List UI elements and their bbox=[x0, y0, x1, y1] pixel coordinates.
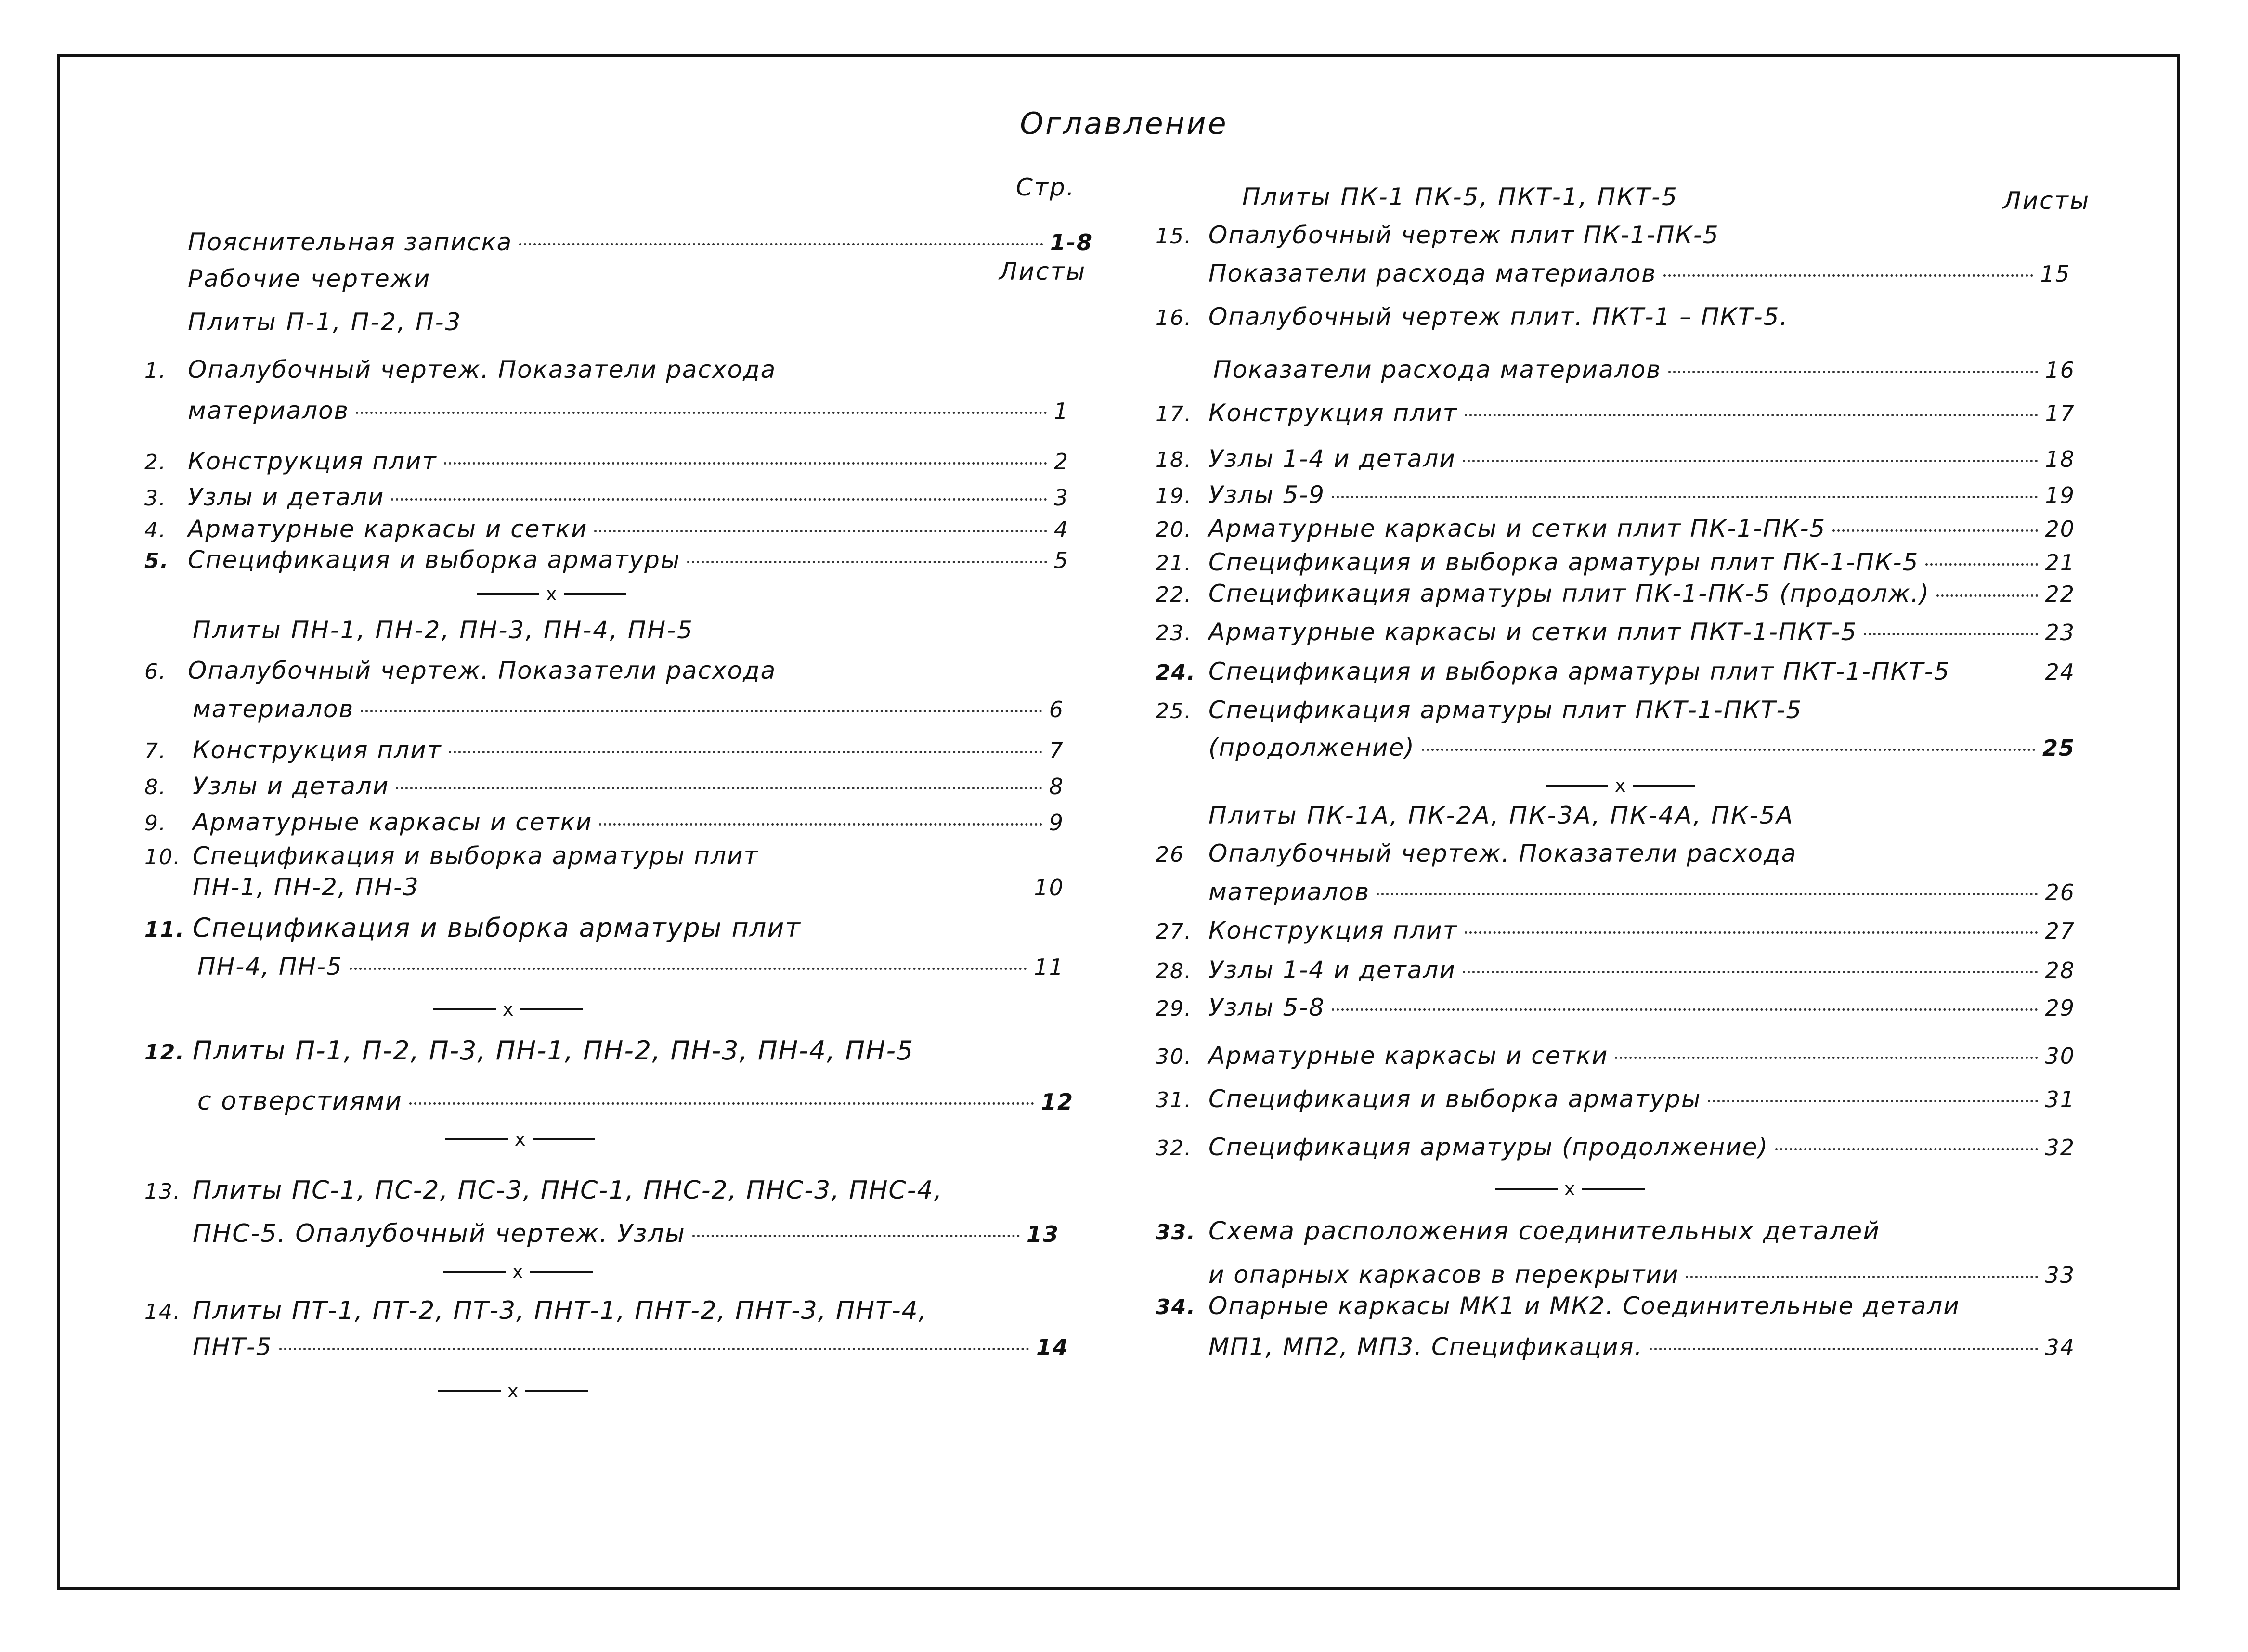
toc-entry[interactable] bbox=[1156, 443, 2075, 475]
toc-entry[interactable] bbox=[144, 1035, 1093, 1067]
leader-dots bbox=[1465, 414, 2039, 416]
leader-dots bbox=[1936, 594, 2038, 597]
toc-entry-text: Узлы 1-4 и детали bbox=[1208, 445, 1456, 473]
toc-entry-number: 34. bbox=[1156, 1295, 1196, 1319]
toc-entry[interactable] bbox=[144, 354, 1093, 386]
separator-line bbox=[477, 593, 539, 595]
toc-entry-page: 25 bbox=[2042, 735, 2075, 761]
separator-mark: x bbox=[546, 583, 557, 605]
toc-entry-text: МП1, МП2, МП3. Спецификация. bbox=[1208, 1333, 1643, 1361]
toc-entry-page: 3 bbox=[1053, 485, 1069, 511]
toc-entry-number: 18. bbox=[1156, 448, 1192, 472]
toc-entry-text: Узлы и детали bbox=[193, 772, 390, 800]
toc-entry[interactable] bbox=[1156, 694, 2075, 726]
toc-entry-page: 4 bbox=[1053, 516, 1069, 542]
separator-mark: x bbox=[1564, 1178, 1575, 1200]
toc-entry-number: 30. bbox=[1156, 1045, 1192, 1069]
toc-entry-page: 8 bbox=[1049, 774, 1064, 800]
toc-entry-page: 2 bbox=[1053, 449, 1069, 475]
separator-line bbox=[520, 1008, 583, 1010]
leader-space bbox=[1957, 672, 2038, 675]
toc-entry-page: 12 bbox=[1040, 1089, 1074, 1115]
toc-entry[interactable] bbox=[197, 951, 1064, 982]
toc-entry-page: 24 bbox=[2045, 659, 2075, 685]
toc-entry-text: Спецификация и выборка арматуры bbox=[1208, 1085, 1702, 1113]
toc-entry-text: Узлы и детали bbox=[188, 483, 385, 511]
toc-entry-text: Арматурные каркасы и сетки bbox=[188, 515, 588, 543]
leader-space bbox=[426, 888, 1027, 891]
toc-entry-page: 7 bbox=[1049, 737, 1064, 763]
toc-entry-number: 15. bbox=[1156, 224, 1192, 248]
toc-entry-page: 21 bbox=[2045, 550, 2075, 576]
toc-entry-page: 20 bbox=[2045, 516, 2075, 542]
toc-entry[interactable] bbox=[144, 445, 1069, 477]
leader-dots bbox=[1377, 893, 2038, 895]
toc-entry-text: Узлы 1-4 и детали bbox=[1208, 956, 1456, 984]
toc-entry[interactable] bbox=[1208, 258, 2070, 289]
toc-entry-number: 5. bbox=[144, 549, 169, 573]
toc-entry-number: 8. bbox=[144, 775, 167, 800]
separator-line bbox=[1495, 1188, 1558, 1190]
toc-entry-number: 19. bbox=[1156, 484, 1192, 508]
toc-entry-page: 18 bbox=[2045, 446, 2075, 472]
toc-entry[interactable] bbox=[1208, 876, 2075, 908]
sheets-label: Листы bbox=[999, 258, 1087, 285]
toc-entry-number: 6. bbox=[144, 659, 167, 684]
toc-entry-text: Опалубочный чертеж. Показатели расхода bbox=[188, 657, 777, 684]
page-column-label: Стр. bbox=[1016, 173, 1076, 201]
toc-entry-text: Опалубочный чертеж. Показатели расхода bbox=[1208, 839, 1797, 867]
toc-entry-text: материалов bbox=[1208, 878, 1370, 906]
toc-entry-text: ПНТ-5 bbox=[193, 1333, 273, 1361]
toc-entry[interactable] bbox=[144, 544, 1069, 576]
toc-entry-text: Схема расположения соединительных деталей bbox=[1208, 1217, 1881, 1246]
group-heading: Плиты ПН-1, ПН-2, ПН-3, ПН-4, ПН-5 bbox=[193, 616, 694, 644]
separator-line bbox=[1546, 785, 1608, 787]
toc-entry-page: 19 bbox=[2045, 482, 2075, 508]
toc-entry-number: 9. bbox=[144, 811, 167, 836]
toc-entry-text: Спецификация и выборка арматуры плит ПК-1-ПК-5 bbox=[1208, 548, 1919, 576]
toc-entry-page: 29 bbox=[2045, 995, 2075, 1021]
separator-line bbox=[1633, 785, 1695, 787]
toc-entry[interactable] bbox=[144, 840, 1064, 872]
toc-entry-page: 16 bbox=[2045, 357, 2075, 383]
toc-entry[interactable] bbox=[1156, 1083, 2075, 1115]
separator bbox=[433, 999, 583, 1020]
section-heading: Рабочие чертежи bbox=[188, 265, 431, 293]
separator-line bbox=[433, 1008, 496, 1010]
toc-entry[interactable] bbox=[1156, 479, 2075, 511]
leader-dots bbox=[1925, 563, 2038, 566]
toc-entry-text: Плиты П-1, П-2, П-3, ПН-1, ПН-2, ПН-3, ПН-4, ПН-5 bbox=[193, 1035, 914, 1066]
toc-entry-text: с отверстиями bbox=[197, 1087, 403, 1116]
leader-dots bbox=[1775, 1148, 2039, 1150]
toc-entry[interactable] bbox=[1156, 1290, 2075, 1322]
toc-entry[interactable] bbox=[144, 481, 1069, 513]
toc-entry[interactable] bbox=[144, 513, 1069, 545]
toc-entry-number: 14. bbox=[144, 1300, 181, 1324]
toc-entry-number: 33. bbox=[1156, 1220, 1196, 1245]
leader-dots bbox=[519, 243, 1043, 245]
toc-entry-text: Опарные каркасы МК1 и МК2. Соединительные детали bbox=[1208, 1292, 1960, 1320]
toc-entry-text: Пояснительная записка bbox=[188, 228, 513, 256]
separator-line bbox=[533, 1138, 595, 1140]
toc-entry-text: Узлы 5-8 bbox=[1208, 994, 1325, 1021]
toc-entry-text: Конструкция плит bbox=[1208, 916, 1458, 944]
toc-entry-text: Спецификация и выборка арматуры bbox=[188, 546, 681, 574]
leader-dots bbox=[1463, 971, 2039, 973]
leader-dots bbox=[350, 968, 1027, 970]
toc-entry-text: Плиты ПТ-1, ПТ-2, ПТ-3, ПНТ-1, ПНТ-2, ПНТ-3, ПНТ-4, bbox=[193, 1296, 928, 1325]
toc-entry-text: Спецификация и выборка арматуры плит ПКТ-1-ПКТ-5 bbox=[1208, 658, 1950, 685]
toc-entry-number: 32. bbox=[1156, 1136, 1192, 1161]
toc-entry[interactable] bbox=[193, 1218, 1059, 1250]
toc-entry-text: ПНС-5. Опалубочный чертеж. Узлы bbox=[193, 1219, 686, 1248]
leader-dots bbox=[391, 498, 1047, 501]
toc-entry[interactable] bbox=[1156, 992, 2075, 1023]
toc-entry-text: Показатели расхода материалов bbox=[1208, 259, 1657, 287]
toc-entry-number: 22. bbox=[1156, 582, 1192, 607]
toc-entry-page: 9 bbox=[1049, 810, 1064, 836]
toc-entry-text: Спецификация арматуры плит ПК-1-ПК-5 (продолж.) bbox=[1208, 580, 1930, 607]
toc-entry-page: 30 bbox=[2045, 1043, 2075, 1069]
leader-dots bbox=[1650, 1348, 2038, 1350]
toc-entry-number: 23. bbox=[1156, 621, 1192, 645]
toc-entry[interactable] bbox=[1156, 1131, 2075, 1163]
separator-mark: x bbox=[1615, 775, 1626, 796]
toc-entry-number: 4. bbox=[144, 518, 167, 542]
toc-entry-page: 28 bbox=[2045, 957, 2075, 983]
toc-entry-text: Спецификация и выборка арматуры плит bbox=[193, 842, 759, 870]
leader-dots bbox=[1668, 371, 2039, 373]
toc-entry-page: 23 bbox=[2045, 620, 2075, 645]
page-title: Оглавление bbox=[1020, 106, 1228, 141]
leader-dots bbox=[1864, 633, 2038, 635]
separator-line bbox=[1582, 1188, 1645, 1190]
leader-dots bbox=[444, 462, 1047, 465]
toc-entry[interactable] bbox=[1156, 397, 2075, 429]
toc-entry[interactable] bbox=[1156, 301, 2070, 333]
separator bbox=[1546, 775, 1695, 796]
toc-entry-page: 26 bbox=[2045, 879, 2075, 905]
toc-entry-text: Спецификация арматуры (продолжение) bbox=[1208, 1133, 1768, 1161]
leader-dots bbox=[1332, 496, 2038, 498]
toc-entry-text: Узлы 5-9 bbox=[1208, 481, 1325, 509]
toc-entry-number: 10. bbox=[144, 845, 181, 869]
toc-entry[interactable] bbox=[1156, 578, 2075, 609]
toc-entry-page: 5 bbox=[1053, 547, 1069, 573]
leader-dots bbox=[692, 1235, 1020, 1237]
toc-entry-page: 22 bbox=[2045, 581, 2075, 607]
toc-entry-number: 12. bbox=[144, 1040, 185, 1065]
toc-entry-text: материалов bbox=[188, 397, 350, 425]
leader-dots bbox=[356, 412, 1047, 414]
toc-entry-text: Конструкция плит bbox=[193, 736, 442, 764]
separator bbox=[438, 1381, 588, 1402]
leader-dots bbox=[279, 1348, 1029, 1350]
leader-dots bbox=[1463, 460, 2039, 462]
toc-entry-number: 26 bbox=[1156, 842, 1184, 867]
leader-dots bbox=[599, 823, 1042, 826]
toc-entry-page: 32 bbox=[2045, 1135, 2075, 1161]
toc-entry-number: 13. bbox=[144, 1179, 181, 1204]
toc-entry[interactable] bbox=[144, 655, 1093, 686]
separator-line bbox=[525, 1390, 588, 1392]
toc-entry-text: Арматурные каркасы и сетки bbox=[193, 808, 593, 836]
toc-entry[interactable] bbox=[1156, 219, 2070, 251]
separator-mark: x bbox=[503, 999, 514, 1020]
toc-entry-text: Арматурные каркасы и сетки плит ПКТ-1-ПКТ-5 bbox=[1208, 618, 1858, 646]
toc-entry-page: 34 bbox=[2045, 1334, 2075, 1360]
toc-entry-text: ПН-4, ПН-5 bbox=[197, 953, 343, 981]
toc-entry-number: 11. bbox=[144, 917, 185, 942]
toc-entry-page: 1 bbox=[1053, 398, 1069, 424]
leader-dots bbox=[687, 561, 1047, 563]
toc-entry-number: 24. bbox=[1156, 660, 1196, 685]
leader-dots bbox=[1332, 1008, 2038, 1011]
separator-line bbox=[443, 1271, 506, 1273]
toc-entry-text: (продолжение) bbox=[1208, 734, 1415, 761]
separator bbox=[443, 1261, 593, 1282]
toc-entry[interactable] bbox=[193, 693, 1064, 725]
toc-entry[interactable] bbox=[193, 871, 1064, 903]
toc-entry-page: 27 bbox=[2045, 918, 2075, 944]
toc-entry-page: 11 bbox=[1034, 954, 1064, 980]
toc-entry[interactable] bbox=[1156, 616, 2075, 648]
toc-entry-number: 3. bbox=[144, 486, 167, 511]
toc-entry-number: 20. bbox=[1156, 517, 1192, 542]
toc-entry-text: Плиты ПС-1, ПС-2, ПС-3, ПНС-1, ПНС-2, ПНС-3, ПНС-4, bbox=[193, 1176, 943, 1205]
toc-entry-page: 15 bbox=[2040, 261, 2070, 287]
leader-dots bbox=[1422, 749, 2036, 751]
toc-entry[interactable] bbox=[1208, 732, 2075, 763]
toc-entry-text: Опалубочный чертеж. Показатели расхода bbox=[188, 356, 777, 384]
toc-entry[interactable] bbox=[193, 1331, 1069, 1363]
separator bbox=[477, 583, 626, 605]
toc-entry-page: 13 bbox=[1026, 1221, 1059, 1247]
leader-dots bbox=[1663, 274, 2034, 277]
toc-entry-number: 29. bbox=[1156, 996, 1192, 1021]
toc-entry[interactable] bbox=[197, 1085, 1074, 1117]
leader-dots bbox=[1686, 1276, 2038, 1278]
toc-entry[interactable] bbox=[144, 770, 1064, 802]
separator-mark: x bbox=[507, 1381, 519, 1402]
leader-dots bbox=[361, 710, 1042, 712]
separator-mark: x bbox=[515, 1129, 526, 1150]
leader-dots bbox=[1615, 1057, 2038, 1059]
toc-entry[interactable] bbox=[144, 1295, 1093, 1327]
toc-entry-page: 17 bbox=[2045, 400, 2075, 426]
toc-entry[interactable] bbox=[1156, 1215, 2075, 1247]
sheets-label: Листы bbox=[2003, 187, 2091, 215]
toc-entry-text: и опарных каркасов в перекрытии bbox=[1208, 1261, 1679, 1289]
toc-entry-number: 28. bbox=[1156, 959, 1192, 983]
toc-entry-text: Показатели расхода материалов bbox=[1213, 356, 1662, 384]
toc-entry[interactable] bbox=[1156, 838, 2075, 869]
toc-entry-text: ПН-1, ПН-2, ПН-3 bbox=[193, 873, 419, 901]
toc-entry-text: Опалубочный чертеж плит ПК-1-ПК-5 bbox=[1208, 221, 1719, 249]
separator-line bbox=[564, 593, 626, 595]
toc-entry-page: 1-8 bbox=[1050, 230, 1093, 256]
toc-entry[interactable] bbox=[1213, 354, 2075, 386]
toc-entry-page: 6 bbox=[1049, 697, 1064, 723]
toc-entry[interactable] bbox=[1208, 1259, 2075, 1291]
leader-dots bbox=[1465, 931, 2039, 934]
toc-entry-text: Арматурные каркасы и сетки bbox=[1208, 1042, 1609, 1070]
toc-entry-page: 31 bbox=[2045, 1086, 2075, 1112]
separator-line bbox=[438, 1390, 501, 1392]
toc-entry[interactable] bbox=[1156, 656, 2075, 687]
group-heading: Плиты ПК-1А, ПК-2А, ПК-3А, ПК-4А, ПК-5А bbox=[1208, 801, 1794, 829]
toc-entry-number: 27. bbox=[1156, 919, 1192, 944]
toc-entry[interactable] bbox=[144, 806, 1064, 838]
toc-entry-page: 14 bbox=[1036, 1334, 1069, 1360]
toc-entry-number: 1. bbox=[144, 359, 167, 383]
separator bbox=[445, 1129, 595, 1150]
toc-entry-text: материалов bbox=[193, 695, 354, 723]
toc-entry-text: Конструкция плит bbox=[188, 447, 437, 475]
group-heading: Плиты ПК-1 ПК-5, ПКТ-1, ПКТ-5 bbox=[1242, 183, 1678, 211]
leader-dots bbox=[449, 751, 1042, 753]
toc-entry[interactable] bbox=[1156, 915, 2075, 946]
toc-entry-number: 25. bbox=[1156, 699, 1192, 723]
toc-entry[interactable] bbox=[1156, 546, 2075, 578]
leader-dots bbox=[594, 530, 1047, 532]
toc-entry[interactable] bbox=[144, 734, 1064, 766]
toc-entry[interactable] bbox=[1156, 954, 2075, 986]
separator bbox=[1495, 1178, 1645, 1200]
toc-entry-text: Опалубочный чертеж плит. ПКТ-1 – ПКТ-5. bbox=[1208, 303, 1789, 331]
toc-entry-number: 7. bbox=[144, 739, 167, 763]
group-heading: Плиты П-1, П-2, П-3 bbox=[188, 308, 462, 336]
separator-line bbox=[530, 1271, 593, 1273]
toc-entry[interactable] bbox=[188, 395, 1069, 426]
toc-entry-page: 10 bbox=[1034, 875, 1064, 901]
toc-entry[interactable] bbox=[1156, 1040, 2075, 1071]
toc-entry-number: 17. bbox=[1156, 402, 1192, 426]
leader-dots bbox=[1832, 529, 2038, 532]
toc-entry[interactable] bbox=[144, 912, 1064, 944]
leader-dots bbox=[409, 1102, 1034, 1105]
toc-entry[interactable] bbox=[1208, 1331, 2075, 1363]
toc-intro[interactable] bbox=[188, 226, 1093, 258]
toc-entry-number: 16. bbox=[1156, 306, 1192, 330]
toc-entry-text: Конструкция плит bbox=[1208, 399, 1458, 427]
leader-dots bbox=[396, 787, 1042, 789]
toc-entry[interactable] bbox=[144, 1174, 1093, 1206]
leader-dots bbox=[1708, 1100, 2038, 1102]
toc-entry-number: 31. bbox=[1156, 1088, 1192, 1112]
separator-line bbox=[445, 1138, 508, 1140]
toc-entry-number: 2. bbox=[144, 450, 167, 475]
toc-entry[interactable] bbox=[1156, 513, 2075, 544]
toc-entry-page: 33 bbox=[2045, 1262, 2075, 1288]
toc-entry-number: 21. bbox=[1156, 551, 1192, 576]
toc-entry-text: Спецификация арматуры плит ПКТ-1-ПКТ-5 bbox=[1208, 696, 1803, 724]
toc-entry-text: Спецификация и выборка арматуры плит bbox=[193, 913, 801, 943]
separator-mark: x bbox=[512, 1261, 523, 1282]
toc-entry-text: Арматурные каркасы и сетки плит ПК-1-ПК-5 bbox=[1208, 515, 1826, 542]
